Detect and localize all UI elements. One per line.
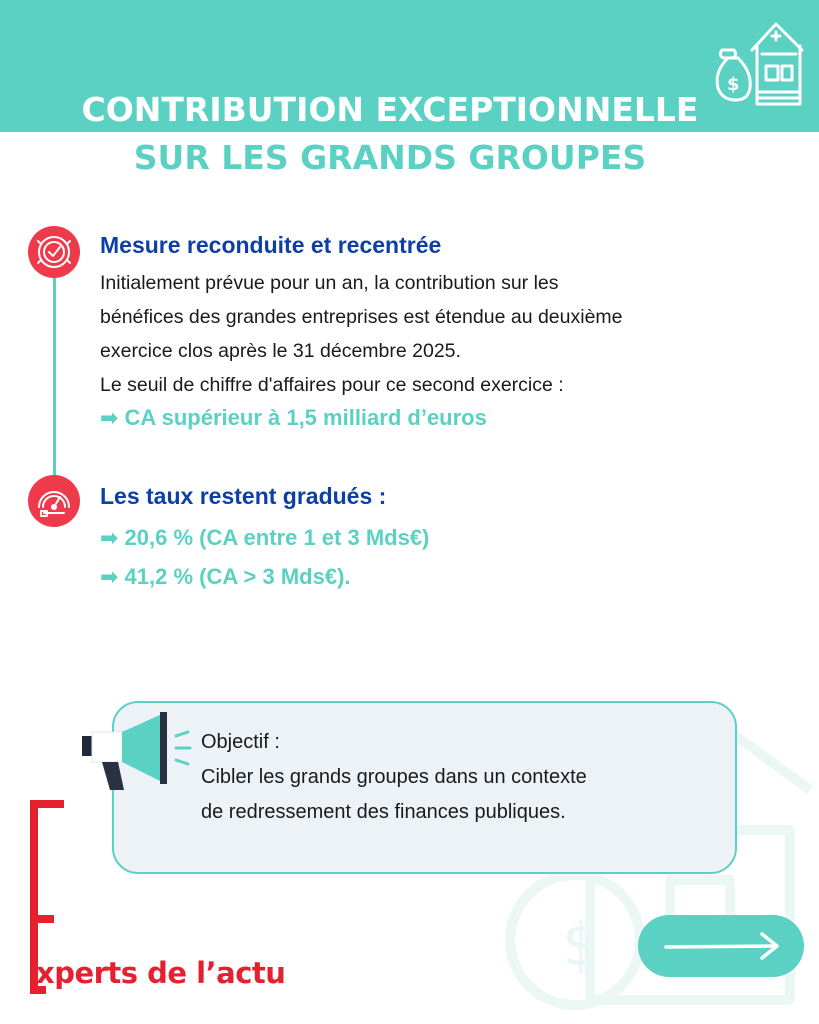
title-line-2: SUR LES GRANDS GROUPES (133, 138, 647, 177)
next-button[interactable] (638, 915, 804, 977)
section-2-title: Les taux restent gradués : (100, 483, 387, 509)
megaphone-icon (80, 710, 195, 795)
objective-label: Objectif : (201, 731, 280, 753)
gauge-icon (28, 475, 80, 527)
section-1-line: Le seuil de chiffre d'affaires pour ce second exercice : (100, 374, 564, 396)
section-1-line: Initialement prévue pour un an, la contribution sur les (100, 272, 559, 294)
threshold-highlight: ➡ CA supérieur à 1,5 milliard d’euros (100, 405, 487, 430)
house-money-icon (714, 16, 806, 108)
timeline-line (53, 252, 56, 500)
rate-item: ➡ 41,2 % (CA > 3 Mds€). (100, 564, 351, 589)
arrow-right-icon (638, 915, 804, 977)
section-1-title: Mesure reconduite et recentrée (100, 232, 442, 258)
rate-item: ➡ 20,6 % (CA entre 1 et 3 Mds€) (100, 525, 430, 550)
brand-name: xperts de l’actu (36, 956, 286, 990)
section-1-line: bénéfices des grandes entreprises est étendue au deuxième (100, 306, 623, 328)
check-badge-icon (28, 226, 80, 278)
section-1-line: exercice clos après le 31 décembre 2025. (100, 340, 461, 362)
objective-line: de redressement des finances publiques. (201, 801, 566, 823)
objective-line: Cibler les grands groupes dans un contexte (201, 766, 587, 788)
svg-text:$: $ (727, 74, 740, 95)
title-line-1: CONTRIBUTION EXCEPTIONNELLE (81, 90, 699, 129)
svg-text:$: $ (562, 910, 601, 980)
